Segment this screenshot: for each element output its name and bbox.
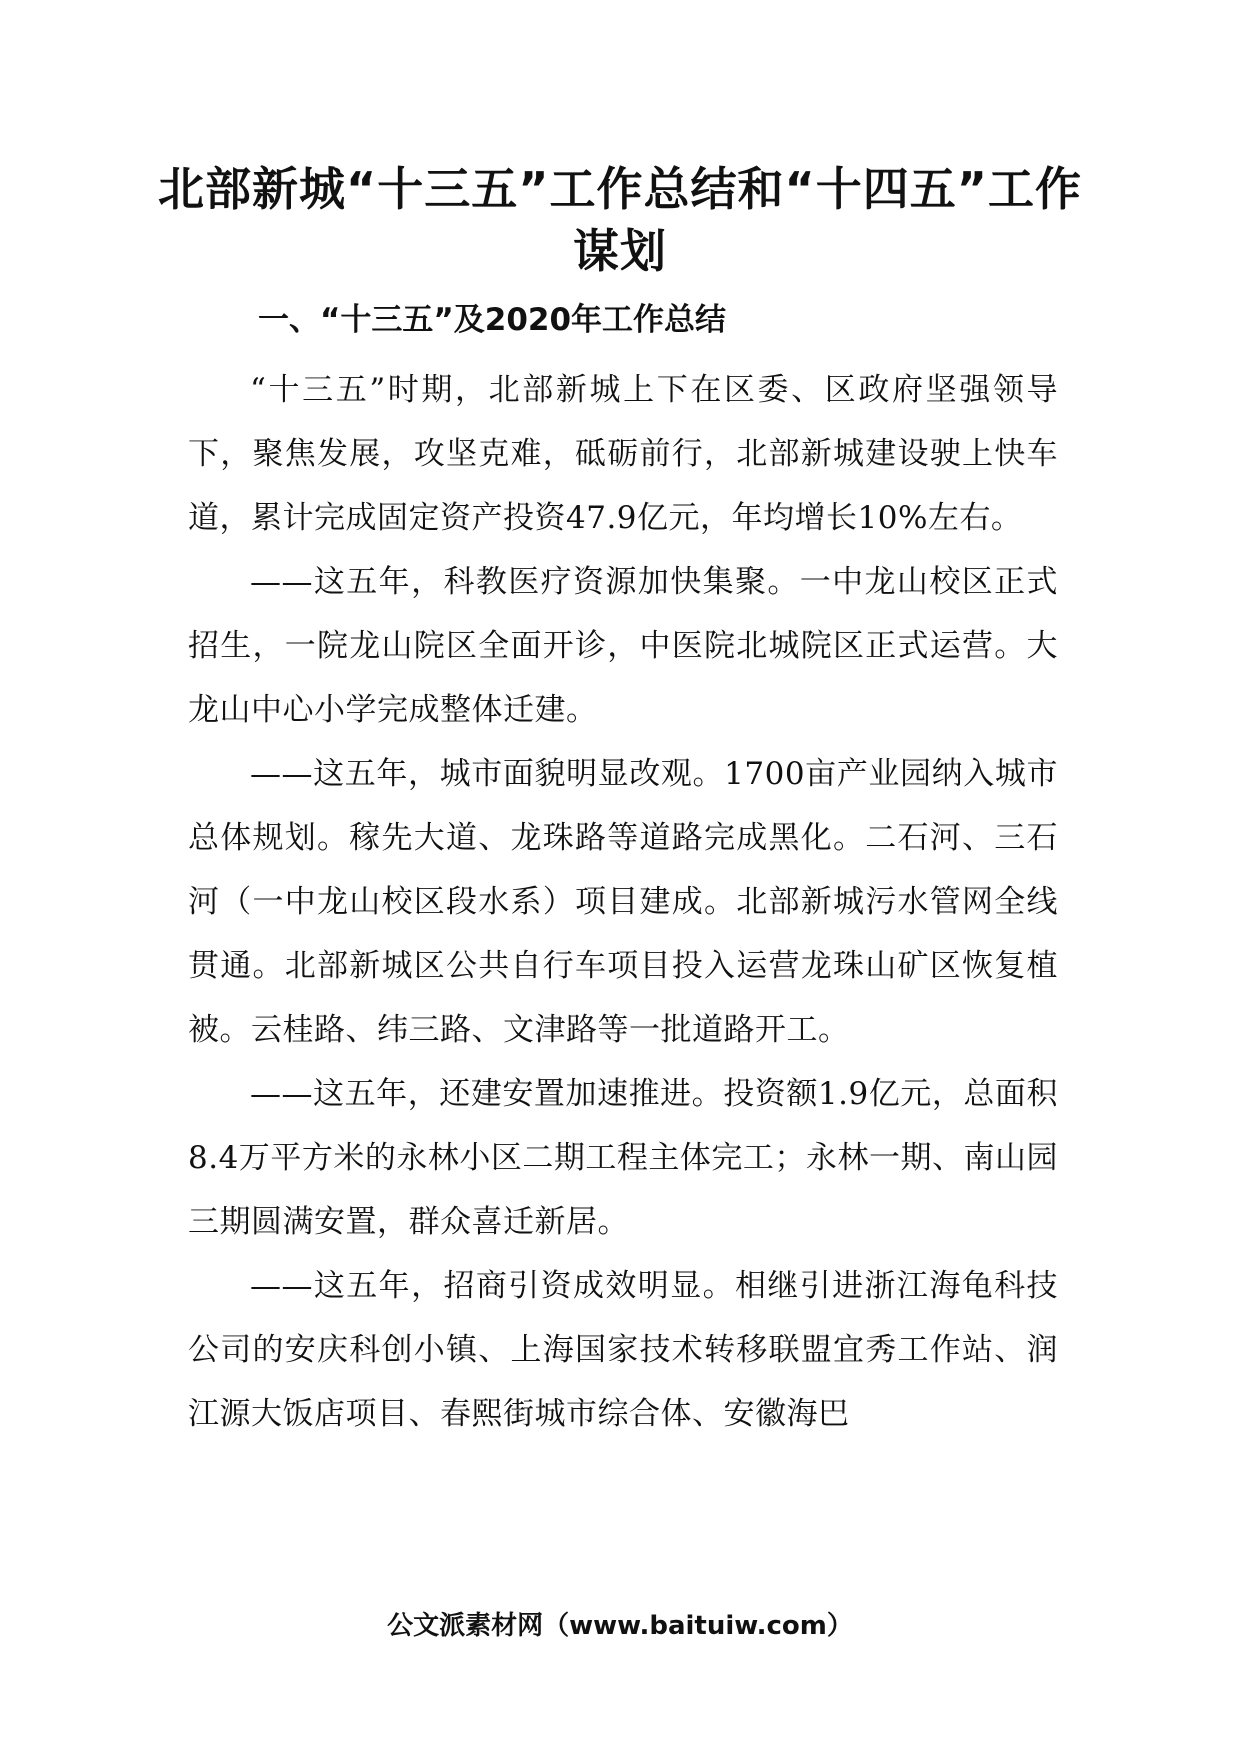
paragraph-investment: ——这五年，招商引资成效明显。相继引进浙江海龟科技公司的安庆科创小镇、上海国家技术转移联盟宜秀工作站、润江源大饭店项目、春熙街城市综合体、安徽海巴 <box>188 1268 1058 1432</box>
footer-watermark: 公文派素材网（www.baituiw.com） <box>387 1611 853 1641</box>
paragraph-education-medical: ——这五年，科教医疗资源加快集聚。一中龙山校区正式招生，一院龙山院区全面开诊，中医院北城院区正式运营。大龙山中心小学完成整体迁建。 <box>188 564 1058 728</box>
paragraph-resettlement: ——这五年，还建安置加速推进。投资额1.9亿元，总面积8.4万平方米的永林小区二期工程主体完工；永林一期、南山园三期圆满安置，群众喜迁新居。 <box>188 1076 1058 1240</box>
document-body <box>188 358 1058 1446</box>
paragraph-intro: “十三五”时期，北部新城上下在区委、区政府坚强领导下，聚焦发展，攻坚克难，砥砺前行，北部新城建设驶上快车道，累计完成固定资产投资47.9亿元，年均增长10%左右。 <box>188 372 1058 536</box>
section-heading: 一、“十三五”及2020年工作总结 <box>258 302 727 338</box>
document-title: 北部新城“十三五”工作总结和“十四五”工作谋划 <box>158 162 1082 278</box>
paragraph-city-appearance: ——这五年，城市面貌明显改观。1700亩产业园纳入城市总体规划。稼先大道、龙珠路等道路完成黑化。二石河、三石河（一中龙山校区段水系）项目建成。北部新城污水管网全线贯通。北部新城区公共自行车项目投入运营龙珠山矿区恢复植被。云桂路、纬三路、文津路等一批道路开工。 <box>188 756 1058 1048</box>
